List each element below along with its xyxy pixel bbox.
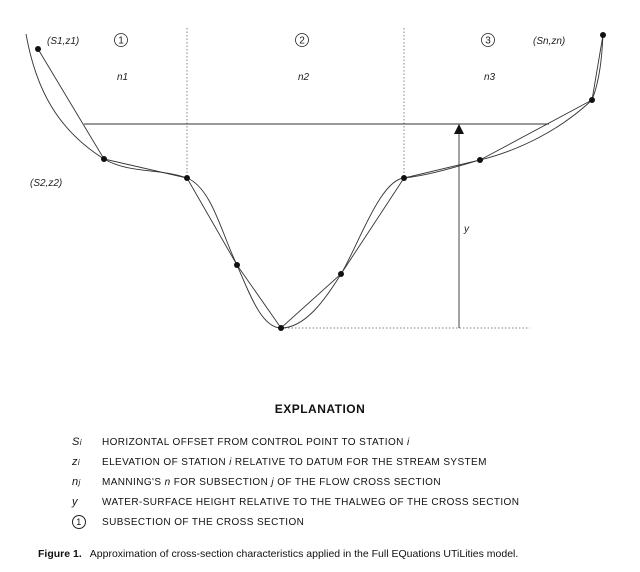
label-s2-z2: (S2,z2) <box>30 178 63 189</box>
subsection-3-label: 3 <box>485 35 491 47</box>
label-n2: n2 <box>298 72 310 83</box>
ground-profile-curve <box>26 34 603 328</box>
station-point <box>101 156 107 162</box>
label-sn-zn: (Sn,zn) <box>533 36 566 47</box>
symbol-s-i: S i <box>72 436 82 448</box>
definition-y: WATER-SURFACE HEIGHT RELATIVE TO THE THALWEG OF THE CROSS SECTION <box>102 496 520 508</box>
figure-caption-text: Approximation of cross-section characteristics applied in the Full EQuations UTiLities model. <box>89 548 519 560</box>
list-item <box>72 492 612 512</box>
figure-label: Figure 1. <box>38 548 82 560</box>
label-y: y <box>464 224 469 235</box>
label-s1-z1: (S1,z1) <box>47 36 80 47</box>
symbol-z-i: z i <box>72 456 81 468</box>
station-point <box>338 271 344 277</box>
list-item <box>72 512 612 532</box>
list-item <box>72 472 612 492</box>
explanation-title: EXPLANATION <box>274 402 366 416</box>
symbol-y: y <box>72 496 78 508</box>
symbol-subsection <box>72 515 102 529</box>
station-point <box>477 157 483 163</box>
definition-z-i: ELEVATION OF STATION i RELATIVE TO DATUM FOR THE STREAM SYSTEM <box>102 456 487 468</box>
station-point <box>184 175 190 181</box>
list-item <box>72 452 612 472</box>
station-point <box>401 175 407 181</box>
symbol-n-j: n j <box>72 476 81 488</box>
station-point <box>589 97 595 103</box>
definition-s-i: HORIZONTAL OFFSET FROM CONTROL POINT TO STATION i <box>102 436 410 448</box>
station-point <box>600 32 606 38</box>
label-n3: n3 <box>484 72 496 83</box>
subsection-1-label: 1 <box>118 35 124 47</box>
definition-n-j: MANNING'S n FOR SUBSECTION j OF THE FLOW CROSS SECTION <box>102 476 441 488</box>
explanation-list <box>72 432 612 532</box>
list-item <box>72 432 612 452</box>
y-arrow-head <box>454 124 464 134</box>
subsection-circle-icon: 1 <box>72 515 86 529</box>
figure-caption <box>38 548 518 560</box>
station-point <box>278 325 284 331</box>
label-n1: n1 <box>117 72 129 83</box>
subsection-2-label: 2 <box>299 35 305 47</box>
station-point <box>35 46 41 52</box>
definition-subsection: SUBSECTION OF THE CROSS SECTION <box>102 516 305 528</box>
station-point <box>234 262 240 268</box>
